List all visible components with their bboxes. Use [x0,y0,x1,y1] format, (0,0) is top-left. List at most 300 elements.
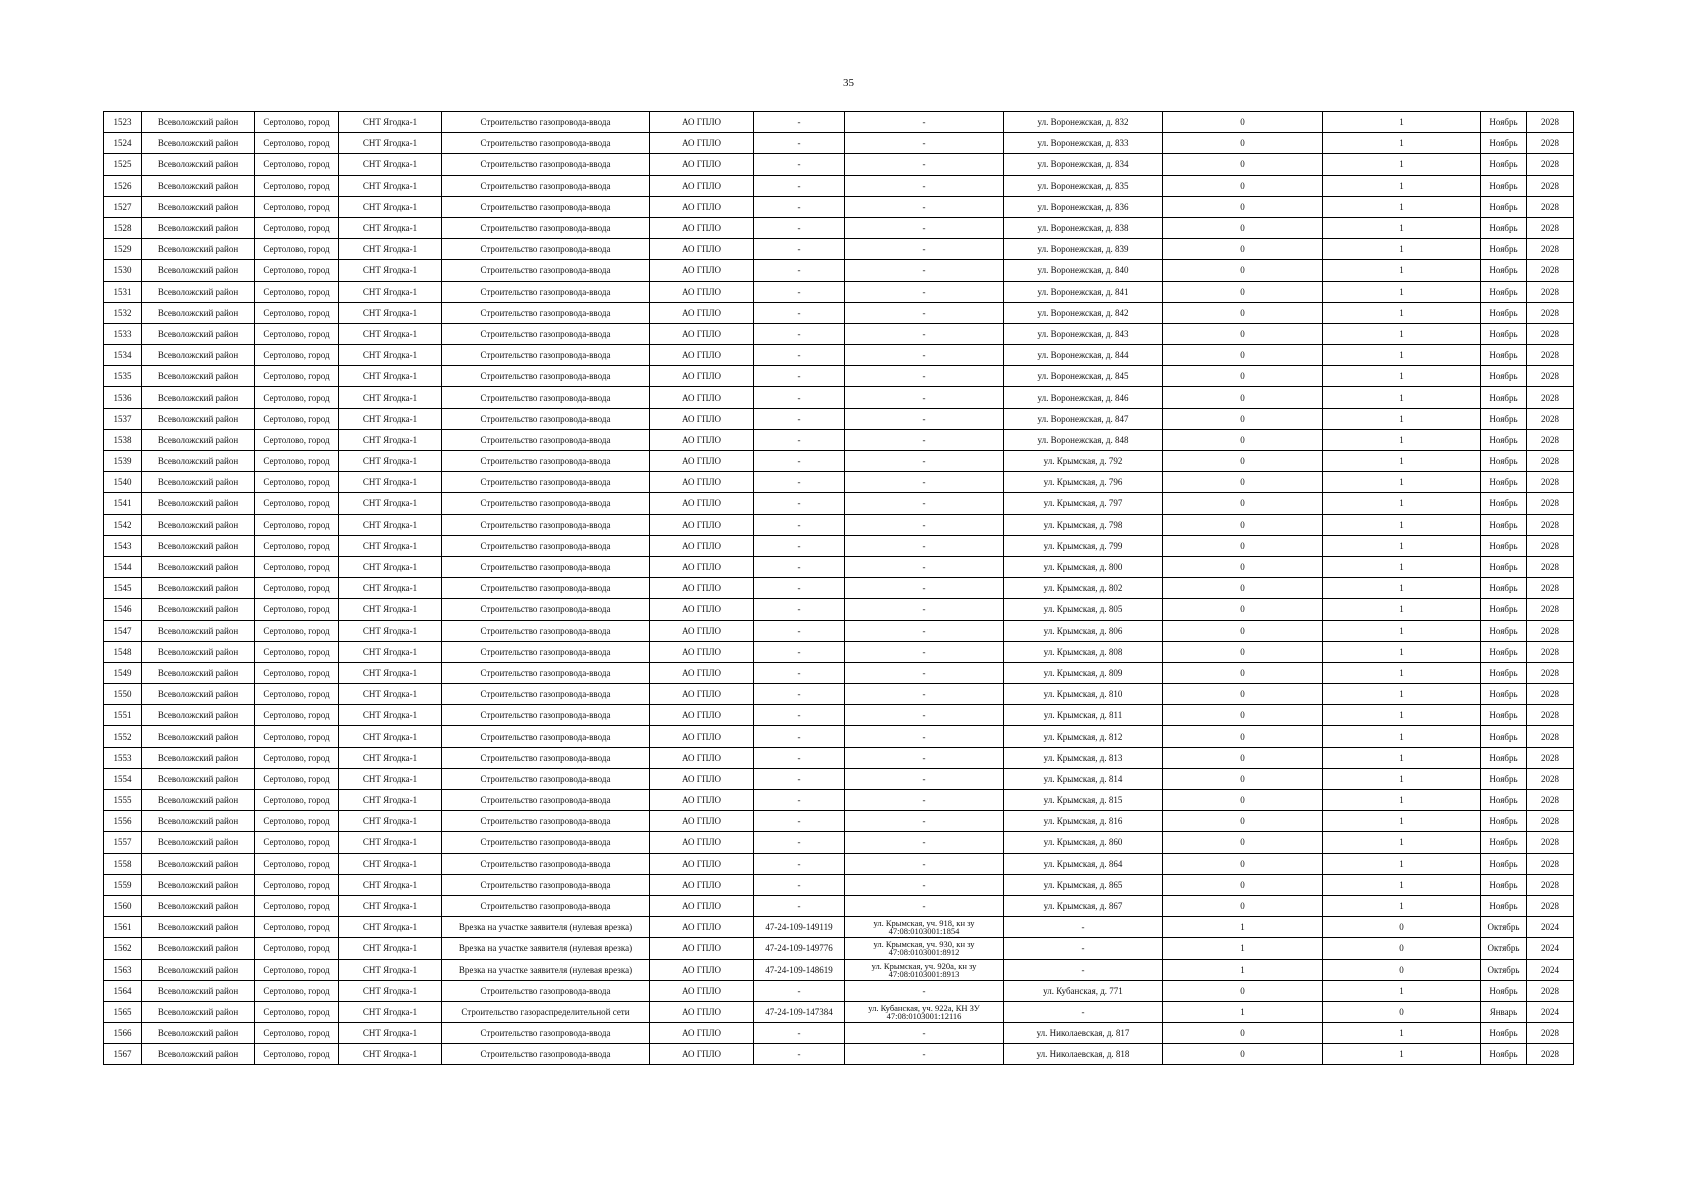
cell-application-number: - [754,1023,845,1044]
cell-work-type: Строительство газопровода-ввода [442,472,650,493]
cell-value-b: 1 [1323,323,1481,344]
cell-row-number: 1539 [104,451,142,472]
cell-value-a: 0 [1163,429,1323,450]
cell-address: ул. Крымская, д. 800 [1004,556,1163,577]
cell-application-number: - [754,705,845,726]
cell-work-type: Строительство газопровода-ввода [442,429,650,450]
cell-application-number: - [754,345,845,366]
cell-settlement: Сертолово, город [255,323,339,344]
cell-locality: СНТ Ягодка-1 [339,366,442,387]
cell-value-b: 1 [1323,811,1481,832]
cell-work-type: Строительство газопровода-ввода [442,196,650,217]
cell-locality: СНТ Ягодка-1 [339,514,442,535]
cell-plot-info: - [845,323,1004,344]
cell-application-number: - [754,408,845,429]
cell-settlement: Сертолово, город [255,1023,339,1044]
cell-month: Ноябрь [1481,662,1527,683]
cell-value-b: 1 [1323,684,1481,705]
cell-value-a: 1 [1163,959,1323,980]
cell-settlement: Сертолово, город [255,705,339,726]
cell-plot-info: - [845,747,1004,768]
table-row [104,662,1574,683]
cell-row-number: 1545 [104,578,142,599]
cell-value-b: 1 [1323,726,1481,747]
cell-value-b: 0 [1323,917,1481,938]
cell-value-b: 1 [1323,429,1481,450]
cell-value-a: 0 [1163,980,1323,1001]
table-row [104,154,1574,175]
cell-work-type: Строительство газопровода-ввода [442,133,650,154]
cell-district: Всеволожский район [142,281,255,302]
cell-address: ул. Крымская, д. 815 [1004,790,1163,811]
cell-locality: СНТ Ягодка-1 [339,811,442,832]
cell-organization: АО ГПЛО [650,154,754,175]
cell-plot-info: - [845,281,1004,302]
cell-locality: СНТ Ягодка-1 [339,345,442,366]
cell-value-b: 1 [1323,535,1481,556]
cell-row-number: 1550 [104,684,142,705]
cell-locality: СНТ Ягодка-1 [339,1001,442,1022]
cell-organization: АО ГПЛО [650,853,754,874]
cell-application-number: 47-24-109-149119 [754,917,845,938]
cell-value-b: 1 [1323,493,1481,514]
cell-settlement: Сертолово, город [255,535,339,556]
cell-district: Всеволожский район [142,535,255,556]
cell-locality: СНТ Ягодка-1 [339,429,442,450]
table-row [104,1044,1574,1065]
cell-address: ул. Воронежская, д. 840 [1004,260,1163,281]
cell-work-type: Строительство газопровода-ввода [442,705,650,726]
cell-plot-info: - [845,451,1004,472]
cell-application-number: - [754,811,845,832]
cell-work-type: Строительство газопровода-ввода [442,217,650,238]
cell-value-a: 0 [1163,1023,1323,1044]
cell-organization: АО ГПЛО [650,112,754,133]
cell-district: Всеволожский район [142,895,255,916]
cell-value-a: 0 [1163,1044,1323,1065]
cell-year: 2028 [1527,747,1574,768]
cell-address: ул. Воронежская, д. 839 [1004,239,1163,260]
cell-district: Всеволожский район [142,154,255,175]
cell-settlement: Сертолово, город [255,408,339,429]
cell-month: Ноябрь [1481,895,1527,916]
cell-value-a: 0 [1163,302,1323,323]
cell-organization: АО ГПЛО [650,620,754,641]
cell-year: 2028 [1527,1044,1574,1065]
cell-address: ул. Крымская, д. 811 [1004,705,1163,726]
cell-address: ул. Крымская, д. 806 [1004,620,1163,641]
cell-work-type: Строительство газопровода-ввода [442,684,650,705]
cell-year: 2028 [1527,1023,1574,1044]
cell-locality: СНТ Ягодка-1 [339,535,442,556]
cell-locality: СНТ Ягодка-1 [339,112,442,133]
cell-organization: АО ГПЛО [650,1044,754,1065]
cell-address: - [1004,1001,1163,1022]
cell-row-number: 1553 [104,747,142,768]
cell-value-b: 1 [1323,387,1481,408]
cell-locality: СНТ Ягодка-1 [339,768,442,789]
cell-district: Всеволожский район [142,133,255,154]
cell-plot-info: - [845,790,1004,811]
cell-value-b: 1 [1323,556,1481,577]
cell-locality: СНТ Ягодка-1 [339,133,442,154]
table-row [104,239,1574,260]
cell-value-b: 1 [1323,578,1481,599]
cell-row-number: 1536 [104,387,142,408]
cell-address: ул. Воронежская, д. 835 [1004,175,1163,196]
cell-plot-info: - [845,260,1004,281]
cell-year: 2028 [1527,408,1574,429]
cell-locality: СНТ Ягодка-1 [339,874,442,895]
cell-application-number: - [754,747,845,768]
cell-plot-info: - [845,620,1004,641]
cell-application-number: - [754,874,845,895]
cell-plot-info: - [845,493,1004,514]
cell-locality: СНТ Ягодка-1 [339,260,442,281]
cell-locality: СНТ Ягодка-1 [339,493,442,514]
cell-value-a: 0 [1163,366,1323,387]
cell-month: Октябрь [1481,917,1527,938]
cell-value-b: 1 [1323,451,1481,472]
cell-settlement: Сертолово, город [255,747,339,768]
cell-settlement: Сертолово, город [255,1044,339,1065]
cell-value-a: 0 [1163,387,1323,408]
cell-work-type: Строительство газопровода-ввода [442,726,650,747]
cell-locality: СНТ Ягодка-1 [339,175,442,196]
cell-address: ул. Воронежская, д. 836 [1004,196,1163,217]
cell-district: Всеволожский район [142,302,255,323]
cell-month: Ноябрь [1481,620,1527,641]
cell-month: Ноябрь [1481,726,1527,747]
cell-district: Всеволожский район [142,790,255,811]
cell-locality: СНТ Ягодка-1 [339,620,442,641]
cell-month: Ноябрь [1481,747,1527,768]
cell-value-b: 1 [1323,874,1481,895]
cell-organization: АО ГПЛО [650,239,754,260]
cell-address: ул. Крымская, д. 802 [1004,578,1163,599]
cell-settlement: Сертолово, город [255,387,339,408]
cell-locality: СНТ Ягодка-1 [339,747,442,768]
cell-value-b: 1 [1323,112,1481,133]
cell-year: 2028 [1527,493,1574,514]
cell-year: 2028 [1527,832,1574,853]
cell-row-number: 1535 [104,366,142,387]
cell-row-number: 1543 [104,535,142,556]
cell-address: ул. Крымская, д. 808 [1004,641,1163,662]
cell-district: Всеволожский район [142,747,255,768]
cell-value-a: 0 [1163,175,1323,196]
cell-application-number: - [754,832,845,853]
cell-value-a: 0 [1163,705,1323,726]
data-table [103,111,1574,1065]
cell-value-b: 1 [1323,472,1481,493]
cell-year: 2028 [1527,556,1574,577]
cell-district: Всеволожский район [142,874,255,895]
cell-value-b: 1 [1323,239,1481,260]
cell-district: Всеволожский район [142,705,255,726]
cell-value-a: 0 [1163,281,1323,302]
cell-locality: СНТ Ягодка-1 [339,917,442,938]
cell-month: Ноябрь [1481,980,1527,1001]
cell-application-number: - [754,260,845,281]
cell-row-number: 1527 [104,196,142,217]
cell-row-number: 1541 [104,493,142,514]
cell-work-type: Строительство газопровода-ввода [442,366,650,387]
cell-application-number: - [754,451,845,472]
cell-organization: АО ГПЛО [650,1001,754,1022]
cell-year: 2028 [1527,599,1574,620]
cell-month: Ноябрь [1481,832,1527,853]
cell-settlement: Сертолово, город [255,959,339,980]
table-row [104,366,1574,387]
cell-work-type: Строительство газопровода-ввода [442,662,650,683]
cell-value-a: 1 [1163,917,1323,938]
cell-value-b: 1 [1323,1023,1481,1044]
cell-settlement: Сертолово, город [255,493,339,514]
cell-row-number: 1556 [104,811,142,832]
table-row [104,535,1574,556]
cell-value-b: 1 [1323,281,1481,302]
cell-month: Ноябрь [1481,239,1527,260]
cell-year: 2028 [1527,790,1574,811]
cell-application-number: - [754,154,845,175]
cell-value-a: 0 [1163,451,1323,472]
cell-value-a: 0 [1163,726,1323,747]
cell-work-type: Строительство газопровода-ввода [442,556,650,577]
cell-settlement: Сертолово, город [255,599,339,620]
cell-value-a: 0 [1163,811,1323,832]
cell-month: Ноябрь [1481,535,1527,556]
cell-work-type: Строительство газопровода-ввода [442,112,650,133]
cell-year: 2028 [1527,853,1574,874]
cell-address: - [1004,917,1163,938]
cell-settlement: Сертолово, город [255,980,339,1001]
cell-plot-info: - [845,387,1004,408]
cell-value-b: 1 [1323,366,1481,387]
table-row [104,768,1574,789]
table-row [104,112,1574,133]
cell-district: Всеволожский район [142,175,255,196]
cell-work-type: Строительство газопровода-ввода [442,980,650,1001]
cell-plot-info: - [845,514,1004,535]
cell-locality: СНТ Ягодка-1 [339,217,442,238]
table-row [104,1023,1574,1044]
cell-district: Всеволожский район [142,768,255,789]
cell-value-b: 1 [1323,217,1481,238]
cell-address: ул. Крымская, д. 810 [1004,684,1163,705]
cell-month: Ноябрь [1481,556,1527,577]
cell-work-type: Врезка на участке заявителя (нулевая врезка) [442,959,650,980]
cell-district: Всеволожский район [142,578,255,599]
table-row [104,556,1574,577]
cell-address: ул. Крымская, д. 867 [1004,895,1163,916]
cell-plot-info: - [845,599,1004,620]
cell-application-number: - [754,217,845,238]
cell-application-number: - [754,366,845,387]
cell-plot-info: - [845,811,1004,832]
cell-address: ул. Крымская, д. 799 [1004,535,1163,556]
cell-application-number: - [754,239,845,260]
table-row [104,980,1574,1001]
cell-plot-info: - [845,662,1004,683]
cell-locality: СНТ Ягодка-1 [339,599,442,620]
cell-row-number: 1531 [104,281,142,302]
cell-settlement: Сертолово, город [255,345,339,366]
cell-value-b: 1 [1323,1044,1481,1065]
cell-month: Ноябрь [1481,366,1527,387]
cell-plot-info: - [845,133,1004,154]
cell-plot-info: - [845,535,1004,556]
page-number: 35 [843,77,854,89]
cell-plot-info: - [845,408,1004,429]
cell-value-a: 0 [1163,684,1323,705]
cell-year: 2028 [1527,895,1574,916]
cell-application-number: - [754,556,845,577]
cell-year: 2028 [1527,133,1574,154]
table-row [104,959,1574,980]
cell-work-type: Строительство газопровода-ввода [442,620,650,641]
cell-settlement: Сертолово, город [255,175,339,196]
cell-row-number: 1560 [104,895,142,916]
cell-locality: СНТ Ягодка-1 [339,895,442,916]
table-row [104,387,1574,408]
cell-locality: СНТ Ягодка-1 [339,302,442,323]
cell-district: Всеволожский район [142,451,255,472]
cell-row-number: 1547 [104,620,142,641]
cell-work-type: Строительство газопровода-ввода [442,832,650,853]
cell-row-number: 1563 [104,959,142,980]
cell-month: Ноябрь [1481,196,1527,217]
cell-address: ул. Воронежская, д. 838 [1004,217,1163,238]
cell-application-number: - [754,980,845,1001]
cell-value-b: 1 [1323,662,1481,683]
cell-year: 2028 [1527,112,1574,133]
cell-work-type: Строительство газопровода-ввода [442,387,650,408]
cell-application-number: - [754,620,845,641]
cell-settlement: Сертолово, город [255,366,339,387]
table-row [104,684,1574,705]
cell-month: Ноябрь [1481,112,1527,133]
cell-settlement: Сертолово, город [255,133,339,154]
table-row [104,133,1574,154]
table-row [104,408,1574,429]
cell-value-a: 0 [1163,535,1323,556]
cell-locality: СНТ Ягодка-1 [339,556,442,577]
cell-value-b: 1 [1323,980,1481,1001]
cell-value-b: 1 [1323,705,1481,726]
cell-value-a: 0 [1163,323,1323,344]
cell-organization: АО ГПЛО [650,408,754,429]
cell-year: 2028 [1527,260,1574,281]
cell-year: 2028 [1527,196,1574,217]
cell-district: Всеволожский район [142,514,255,535]
cell-application-number: - [754,472,845,493]
cell-row-number: 1564 [104,980,142,1001]
cell-organization: АО ГПЛО [650,768,754,789]
cell-work-type: Строительство газопровода-ввода [442,239,650,260]
cell-work-type: Строительство газопровода-ввода [442,578,650,599]
cell-locality: СНТ Ягодка-1 [339,684,442,705]
cell-plot-info: - [845,196,1004,217]
cell-district: Всеволожский район [142,260,255,281]
cell-year: 2028 [1527,217,1574,238]
cell-settlement: Сертолово, город [255,260,339,281]
cell-year: 2024 [1527,1001,1574,1022]
cell-application-number: - [754,641,845,662]
cell-application-number: - [754,662,845,683]
cell-settlement: Сертолово, город [255,196,339,217]
cell-settlement: Сертолово, город [255,790,339,811]
table-row [104,514,1574,535]
cell-address: ул. Воронежская, д. 841 [1004,281,1163,302]
cell-value-a: 0 [1163,239,1323,260]
cell-organization: АО ГПЛО [650,196,754,217]
cell-locality: СНТ Ягодка-1 [339,790,442,811]
cell-settlement: Сертолово, город [255,217,339,238]
table-row [104,853,1574,874]
cell-organization: АО ГПЛО [650,980,754,1001]
cell-value-a: 0 [1163,895,1323,916]
cell-plot-info: - [845,1023,1004,1044]
cell-work-type: Строительство газопровода-ввода [442,345,650,366]
cell-value-b: 1 [1323,768,1481,789]
cell-organization: АО ГПЛО [650,281,754,302]
cell-locality: СНТ Ягодка-1 [339,1044,442,1065]
cell-month: Ноябрь [1481,472,1527,493]
cell-row-number: 1562 [104,938,142,959]
cell-year: 2024 [1527,917,1574,938]
cell-month: Ноябрь [1481,302,1527,323]
cell-organization: АО ГПЛО [650,217,754,238]
cell-year: 2028 [1527,345,1574,366]
table-row [104,578,1574,599]
cell-organization: АО ГПЛО [650,556,754,577]
cell-locality: СНТ Ягодка-1 [339,196,442,217]
cell-row-number: 1559 [104,874,142,895]
cell-district: Всеволожский район [142,917,255,938]
cell-application-number: - [754,112,845,133]
table-row [104,1001,1574,1022]
cell-month: Октябрь [1481,938,1527,959]
cell-address: - [1004,938,1163,959]
cell-plot-info: ул. Крымская, уч. 930, кн зу 47:08:0103001:8912 [845,938,1004,959]
cell-value-a: 0 [1163,556,1323,577]
cell-application-number: - [754,302,845,323]
cell-work-type: Строительство газопровода-ввода [442,747,650,768]
cell-application-number: - [754,790,845,811]
cell-district: Всеволожский район [142,366,255,387]
cell-value-a: 0 [1163,133,1323,154]
cell-plot-info: - [845,217,1004,238]
cell-address: - [1004,959,1163,980]
cell-value-a: 0 [1163,599,1323,620]
cell-organization: АО ГПЛО [650,1023,754,1044]
table-row [104,493,1574,514]
cell-work-type: Врезка на участке заявителя (нулевая врезка) [442,917,650,938]
cell-month: Октябрь [1481,959,1527,980]
cell-district: Всеволожский район [142,239,255,260]
table-row [104,726,1574,747]
table-row [104,938,1574,959]
cell-address: ул. Воронежская, д. 846 [1004,387,1163,408]
cell-address: ул. Крымская, д. 796 [1004,472,1163,493]
cell-plot-info: - [845,239,1004,260]
cell-address: ул. Воронежская, д. 842 [1004,302,1163,323]
cell-settlement: Сертолово, город [255,917,339,938]
cell-month: Ноябрь [1481,345,1527,366]
cell-plot-info: - [845,345,1004,366]
table-row [104,175,1574,196]
